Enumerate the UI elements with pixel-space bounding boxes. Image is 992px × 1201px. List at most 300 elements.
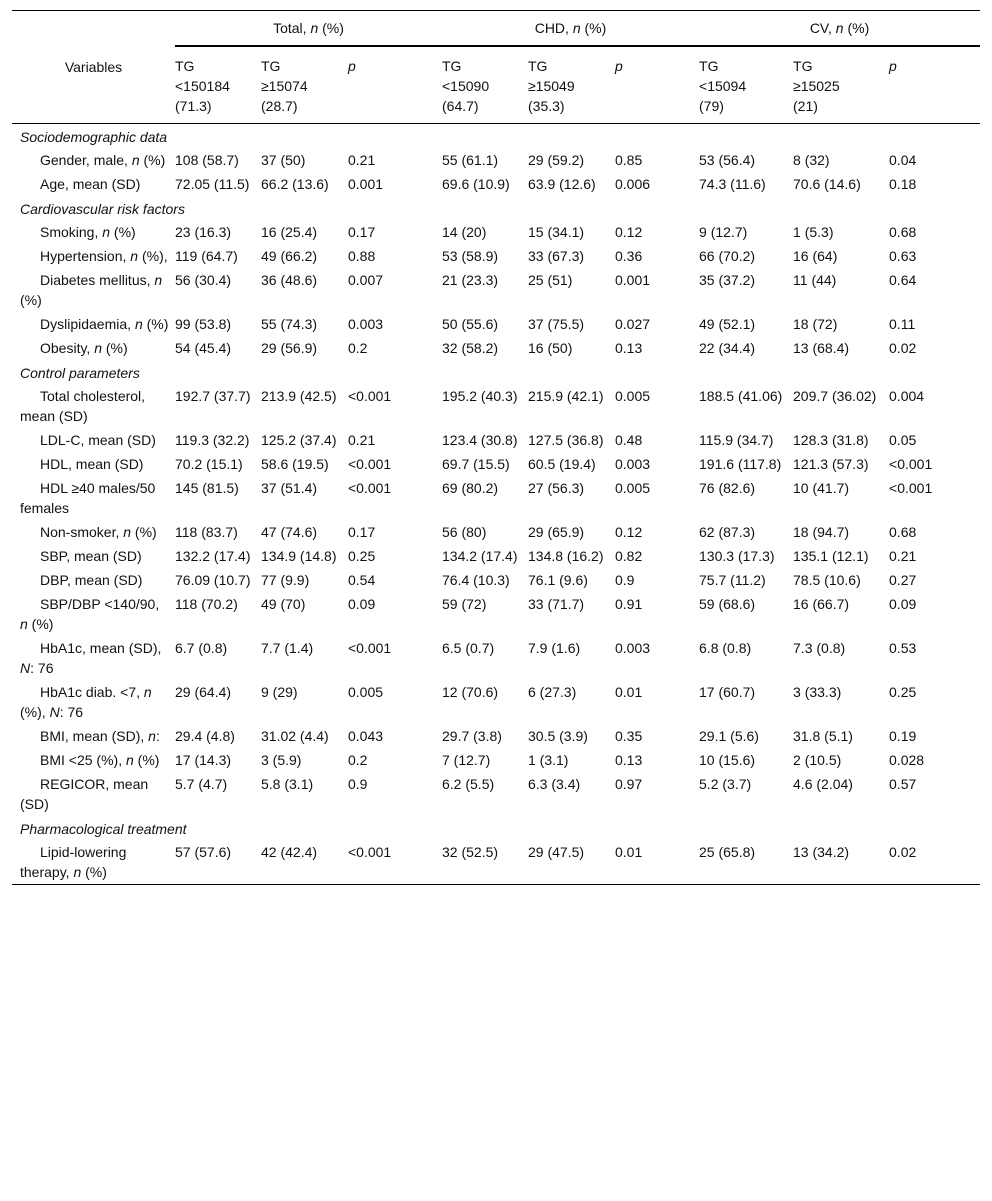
table-cell: 54 (45.4)	[175, 340, 232, 356]
table-cell: 209.7 (36.02)	[793, 388, 877, 404]
table-cell: 59 (72)	[442, 596, 487, 612]
table-cell: 0.003	[615, 640, 651, 656]
column-header-line: (21)	[793, 98, 818, 114]
table-row	[12, 476, 980, 520]
table-cell: 57 (57.6)	[175, 844, 232, 860]
table-cell: 15 (34.1)	[528, 224, 585, 240]
table-cell: 0.53	[889, 640, 917, 656]
table-cell: 60.5 (19.4)	[528, 456, 596, 472]
table-cell: 0.001	[348, 176, 384, 192]
table-cell: 76.1 (9.6)	[528, 572, 588, 588]
table-cell: 23 (16.3)	[175, 224, 232, 240]
table-row	[12, 748, 980, 772]
table-row	[12, 312, 980, 336]
row-label-text: Total cholesterol, mean (SD)	[20, 388, 146, 424]
table-cell: 21 (23.3)	[442, 272, 499, 288]
row-label	[12, 336, 175, 360]
table-cell: 76.09 (10.7)	[175, 572, 251, 588]
section-title: Cardiovascular risk factors	[20, 201, 185, 217]
table-cell: 12 (70.6)	[442, 684, 499, 700]
column-header-line: TG	[175, 58, 195, 74]
section-title: Pharmacological treatment	[20, 821, 187, 837]
tg-column-header	[261, 46, 348, 124]
table-cell: 16 (66.7)	[793, 596, 850, 612]
row-label-text: Gender, male, n (%)	[40, 152, 166, 168]
table-cell: 0.005	[615, 388, 651, 404]
row-label	[12, 680, 175, 724]
table-cell: 10 (41.7)	[793, 480, 850, 496]
table-row	[12, 428, 980, 452]
table-row	[12, 772, 980, 816]
table-cell: 134.2 (17.4)	[442, 548, 518, 564]
table-cell: 58.6 (19.5)	[261, 456, 329, 472]
table-cell: 0.02	[889, 340, 917, 356]
table-cell: 3 (5.9)	[261, 752, 302, 768]
table-cell: 5.7 (4.7)	[175, 776, 228, 792]
table-cell: 0.05	[889, 432, 917, 448]
table-cell: 33 (71.7)	[528, 596, 585, 612]
table-cell: 0.48	[615, 432, 643, 448]
table-cell: 66 (70.2)	[699, 248, 756, 264]
tg-column-header	[175, 46, 261, 124]
table-row	[12, 452, 980, 476]
table-cell: 7 (12.7)	[442, 752, 491, 768]
table-cell: 108 (58.7)	[175, 152, 239, 168]
table-cell: 0.68	[889, 224, 917, 240]
tg-column-header	[793, 46, 889, 124]
table-cell: <0.001	[348, 388, 392, 404]
table-cell: 191.6 (117.8)	[699, 456, 782, 472]
table-cell: 16 (50)	[528, 340, 573, 356]
row-label-text: Age, mean (SD)	[40, 176, 141, 192]
table-cell: 130.3 (17.3)	[699, 548, 775, 564]
table-cell: 0.21	[889, 548, 917, 564]
table-cell: 0.21	[348, 432, 376, 448]
table-cell: 14 (20)	[442, 224, 487, 240]
table-cell: 0.91	[615, 596, 643, 612]
table-cell: 70.6 (14.6)	[793, 176, 861, 192]
table-cell: 0.004	[889, 388, 925, 404]
row-label-text: Hypertension, n (%),	[40, 248, 168, 264]
column-header-line: TG	[699, 58, 719, 74]
table-cell: 13 (68.4)	[793, 340, 850, 356]
tg-column-header	[699, 46, 793, 124]
group-header-chd	[442, 11, 699, 46]
group-name: CV	[809, 20, 828, 36]
table-cell: <0.001	[348, 480, 392, 496]
table-cell: 16 (64)	[793, 248, 838, 264]
row-label-text: LDL-C, mean (SD)	[40, 432, 156, 448]
table-cell: 59 (68.6)	[699, 596, 756, 612]
table-cell: 125.2 (37.4)	[261, 432, 337, 448]
table-cell: 22 (34.4)	[699, 340, 756, 356]
table-cell: 49 (52.1)	[699, 316, 756, 332]
table-cell: 0.13	[615, 752, 643, 768]
row-label-text: HbA1c, mean (SD), N: 76	[20, 640, 162, 676]
table-cell: 0.04	[889, 152, 917, 168]
section-title: Control parameters	[20, 365, 140, 381]
table-cell: 9 (29)	[261, 684, 298, 700]
row-label-text: SBP, mean (SD)	[40, 548, 142, 564]
table-body	[12, 124, 980, 885]
row-label	[12, 840, 175, 884]
table-cell: 7.7 (1.4)	[261, 640, 314, 656]
column-header-line: <15094	[699, 78, 747, 94]
table-cell: 78.5 (10.6)	[793, 572, 861, 588]
table-row	[12, 520, 980, 544]
table-cell: 7.9 (1.6)	[528, 640, 581, 656]
table-row	[12, 840, 980, 884]
table-cell: 127.5 (36.8)	[528, 432, 604, 448]
row-label	[12, 268, 175, 312]
row-label	[12, 384, 175, 428]
row-label	[12, 724, 175, 748]
table-frame	[12, 10, 980, 885]
row-label	[12, 312, 175, 336]
table-cell: <0.001	[348, 844, 392, 860]
table-cell: 77 (9.9)	[261, 572, 310, 588]
table-cell: 213.9 (42.5)	[261, 388, 337, 404]
table-cell: 29.1 (5.6)	[699, 728, 759, 744]
table-cell: 0.02	[889, 844, 917, 860]
row-label	[12, 148, 175, 172]
table-cell: 18 (94.7)	[793, 524, 850, 540]
table-cell: 118 (83.7)	[175, 524, 238, 540]
table-cell: 76.4 (10.3)	[442, 572, 510, 588]
table-cell: 17 (60.7)	[699, 684, 756, 700]
table-cell: 118 (70.2)	[175, 596, 238, 612]
table-cell: 56 (80)	[442, 524, 487, 540]
table-cell: 3 (33.3)	[793, 684, 842, 700]
table-row	[12, 568, 980, 592]
table-cell: 0.57	[889, 776, 917, 792]
column-header-line: <150184	[175, 78, 230, 94]
table-cell: 115.9 (34.7)	[699, 432, 774, 448]
table-cell: 121.3 (57.3)	[793, 456, 869, 472]
table-cell: 29 (65.9)	[528, 524, 585, 540]
table-row	[12, 544, 980, 568]
table-cell: 0.13	[615, 340, 643, 356]
table-cell: 2 (10.5)	[793, 752, 842, 768]
row-label-text: Lipid-lowering therapy, n (%)	[20, 844, 127, 880]
table-cell: 192.7 (37.7)	[175, 388, 251, 404]
table-cell: 53 (58.9)	[442, 248, 499, 264]
table-cell: 0.09	[348, 596, 376, 612]
table-cell: 8 (32)	[793, 152, 830, 168]
table-cell: 0.005	[615, 480, 651, 496]
table-cell: 188.5 (41.06)	[699, 388, 783, 404]
table-cell: 29 (47.5)	[528, 844, 585, 860]
p-value-header	[889, 46, 980, 124]
table-cell: 66.2 (13.6)	[261, 176, 329, 192]
table-cell: 69 (80.2)	[442, 480, 499, 496]
table-cell: 32 (52.5)	[442, 844, 499, 860]
section-row	[12, 360, 980, 384]
table-cell: 37 (75.5)	[528, 316, 585, 332]
table-cell: 25 (65.8)	[699, 844, 756, 860]
table-row	[12, 220, 980, 244]
table-cell: 128.3 (31.8)	[793, 432, 869, 448]
row-label	[12, 544, 175, 568]
p-value-header	[615, 46, 699, 124]
column-header-line: TG	[261, 58, 281, 74]
table-cell: 75.7 (11.2)	[699, 572, 766, 588]
table-cell: 0.028	[889, 752, 925, 768]
table-cell: 0.21	[348, 152, 376, 168]
row-label	[12, 476, 175, 520]
column-header-line: p	[348, 58, 356, 74]
table-cell: 6.5 (0.7)	[442, 640, 495, 656]
group-name: CHD	[534, 20, 566, 36]
column-header-line: (64.7)	[442, 98, 479, 114]
table-cell: 5.8 (3.1)	[261, 776, 314, 792]
table-cell: 0.25	[889, 684, 917, 700]
table-cell: 49 (66.2)	[261, 248, 318, 264]
row-label	[12, 748, 175, 772]
table-cell: 25 (51)	[528, 272, 573, 288]
table-cell: 32 (58.2)	[442, 340, 499, 356]
table-cell: 195.2 (40.3)	[442, 388, 518, 404]
table-row	[12, 336, 980, 360]
table-cell: 0.027	[615, 316, 651, 332]
row-label	[12, 428, 175, 452]
table-cell: 29 (59.2)	[528, 152, 585, 168]
table-cell: 0.64	[889, 272, 917, 288]
group-suffix: , n (%)	[302, 20, 344, 36]
row-label-text: HDL, mean (SD)	[40, 456, 144, 472]
table-cell: 16 (25.4)	[261, 224, 318, 240]
table-cell: 29.7 (3.8)	[442, 728, 502, 744]
table-cell: 5.2 (3.7)	[699, 776, 752, 792]
table-cell: 0.11	[889, 316, 916, 332]
table-cell: 74.3 (11.6)	[699, 176, 766, 192]
row-label	[12, 244, 175, 268]
table-cell: 31.02 (4.4)	[261, 728, 329, 744]
table-cell: 0.9	[348, 776, 368, 792]
table-cell: 134.9 (14.8)	[261, 548, 337, 564]
table-cell: 36 (48.6)	[261, 272, 318, 288]
tg-column-header	[528, 46, 615, 124]
table-cell: 0.01	[615, 844, 643, 860]
table-cell: 31.8 (5.1)	[793, 728, 853, 744]
row-label	[12, 568, 175, 592]
table-cell: 37 (51.4)	[261, 480, 318, 496]
row-label	[12, 452, 175, 476]
table-cell: 0.36	[615, 248, 643, 264]
table-cell: 0.82	[615, 548, 643, 564]
table-cell: 119.3 (32.2)	[175, 432, 250, 448]
table-cell: 55 (74.3)	[261, 316, 318, 332]
table-cell: 132.2 (17.4)	[175, 548, 251, 564]
tg-column-header	[442, 46, 528, 124]
table-cell: 53 (56.4)	[699, 152, 756, 168]
table-row	[12, 636, 980, 680]
row-label-text: REGICOR, mean (SD)	[20, 776, 149, 812]
table-cell: 6.3 (3.4)	[528, 776, 581, 792]
table-cell: <0.001	[348, 456, 392, 472]
table-cell: 35 (37.2)	[699, 272, 756, 288]
row-label-text: Dyslipidaemia, n (%)	[40, 316, 169, 332]
column-header-line: TG	[442, 58, 462, 74]
table-cell: 0.17	[348, 224, 376, 240]
table-cell: 6.2 (5.5)	[442, 776, 495, 792]
row-label-text: Diabetes mellitus, n (%)	[20, 272, 163, 308]
table-row	[12, 592, 980, 636]
table-row	[12, 268, 980, 312]
table-cell: 9 (12.7)	[699, 224, 748, 240]
row-label-text: HDL ≥40 males/50 females	[20, 480, 156, 516]
table-cell: 1 (5.3)	[793, 224, 834, 240]
table-cell: 119 (64.7)	[175, 248, 238, 264]
table-cell: 72.05 (11.5)	[175, 176, 250, 192]
table-cell: 17 (14.3)	[175, 752, 232, 768]
row-label-text: BMI <25 (%), n (%)	[40, 752, 160, 768]
table-cell: 6 (27.3)	[528, 684, 577, 700]
table-cell: 0.12	[615, 224, 643, 240]
table-cell: 29 (56.9)	[261, 340, 318, 356]
row-label	[12, 636, 175, 680]
table-row	[12, 244, 980, 268]
table-cell: 0.17	[348, 524, 376, 540]
table-cell: 0.19	[889, 728, 917, 744]
table-cell: 56 (30.4)	[175, 272, 232, 288]
table-cell: 0.88	[348, 248, 376, 264]
table-cell: 0.001	[615, 272, 651, 288]
table-cell: 76 (82.6)	[699, 480, 756, 496]
column-header-line: (79)	[699, 98, 724, 114]
table-cell: 0.007	[348, 272, 384, 288]
column-header-line: (28.7)	[261, 98, 298, 114]
section-row	[12, 816, 980, 840]
table-cell: 30.5 (3.9)	[528, 728, 588, 744]
row-label-text: Obesity, n (%)	[40, 340, 128, 356]
column-header-line: ≥15049	[528, 78, 575, 94]
column-header-line: p	[615, 58, 623, 74]
results-table	[12, 11, 980, 884]
table-cell: 0.35	[615, 728, 643, 744]
table-cell: 33 (67.3)	[528, 248, 585, 264]
row-label	[12, 220, 175, 244]
table-cell: 145 (81.5)	[175, 480, 239, 496]
table-cell: 99 (53.8)	[175, 316, 232, 332]
row-label	[12, 172, 175, 196]
variables-header: Variables	[64, 59, 123, 75]
row-label	[12, 772, 175, 816]
table-row	[12, 680, 980, 724]
row-label-text: Non-smoker, n (%)	[40, 524, 157, 540]
row-label-text: HbA1c diab. <7, n (%), N: 76	[20, 684, 152, 720]
table-cell: 0.63	[889, 248, 917, 264]
table-cell: 215.9 (42.1)	[528, 388, 604, 404]
table-cell: 4.6 (2.04)	[793, 776, 853, 792]
table-cell: 69.6 (10.9)	[442, 176, 510, 192]
group-name: Total	[273, 20, 303, 36]
group-header-cv	[699, 11, 980, 46]
section-title: Sociodemographic data	[20, 129, 168, 145]
section-row	[12, 196, 980, 220]
table-cell: 0.09	[889, 596, 917, 612]
table-cell: 123.4 (30.8)	[442, 432, 518, 448]
table-cell: <0.001	[889, 456, 933, 472]
table-cell: 0.68	[889, 524, 917, 540]
table-cell: 7.3 (0.8)	[793, 640, 846, 656]
table-cell: 29 (64.4)	[175, 684, 232, 700]
table-cell: 0.18	[889, 176, 917, 192]
table-cell: 49 (70)	[261, 596, 306, 612]
table-cell: 55 (61.1)	[442, 152, 499, 168]
table-cell: 37 (50)	[261, 152, 306, 168]
table-row	[12, 148, 980, 172]
group-header-row	[12, 11, 980, 46]
column-header-line: <15090	[442, 78, 490, 94]
table-cell: <0.001	[348, 640, 392, 656]
table-cell: 70.2 (15.1)	[175, 456, 243, 472]
table-cell: 10 (15.6)	[699, 752, 756, 768]
table-cell: 69.7 (15.5)	[442, 456, 510, 472]
table-cell: 0.2	[348, 752, 368, 768]
table-header	[12, 11, 980, 124]
table-cell: 0.85	[615, 152, 643, 168]
section-row	[12, 124, 980, 149]
p-value-header	[348, 46, 442, 124]
table-cell: 0.003	[348, 316, 384, 332]
table-cell: 29.4 (4.8)	[175, 728, 235, 744]
row-label-text: DBP, mean (SD)	[40, 572, 143, 588]
table-cell: 134.8 (16.2)	[528, 548, 604, 564]
group-suffix: , n (%)	[565, 20, 607, 36]
table-cell: 50 (55.6)	[442, 316, 499, 332]
row-label-text: Smoking, n (%)	[40, 224, 136, 240]
table-cell: 0.005	[348, 684, 384, 700]
table-cell: 0.9	[615, 572, 635, 588]
table-row	[12, 384, 980, 428]
column-header-line: TG	[793, 58, 813, 74]
table-cell: 0.54	[348, 572, 376, 588]
table-cell: 6.8 (0.8)	[699, 640, 752, 656]
column-header-line: ≥15025	[793, 78, 840, 94]
column-header-line: TG	[528, 58, 548, 74]
table-cell: 13 (34.2)	[793, 844, 850, 860]
table-cell: 47 (74.6)	[261, 524, 318, 540]
table-cell: 27 (56.3)	[528, 480, 585, 496]
table-cell: 42 (42.4)	[261, 844, 318, 860]
table-cell: <0.001	[889, 480, 933, 496]
table-cell: 0.043	[348, 728, 384, 744]
table-cell: 0.25	[348, 548, 376, 564]
table-row	[12, 724, 980, 748]
table-cell: 135.1 (12.1)	[793, 548, 869, 564]
row-label-text: BMI, mean (SD), n:	[40, 728, 160, 744]
row-label	[12, 592, 175, 636]
column-header-line: (71.3)	[175, 98, 212, 114]
table-cell: 63.9 (12.6)	[528, 176, 596, 192]
table-cell: 0.12	[615, 524, 643, 540]
table-cell: 0.27	[889, 572, 917, 588]
table-cell: 0.97	[615, 776, 643, 792]
table-cell: 6.7 (0.8)	[175, 640, 228, 656]
column-header-line: p	[889, 58, 897, 74]
group-suffix: , n (%)	[827, 20, 870, 36]
table-cell: 0.006	[615, 176, 651, 192]
table-row	[12, 172, 980, 196]
table-cell: 18 (72)	[793, 316, 838, 332]
table-cell: 1 (3.1)	[528, 752, 569, 768]
row-label	[12, 520, 175, 544]
table-cell: 0.2	[348, 340, 368, 356]
row-label-text: SBP/DBP <140/90, n (%)	[20, 596, 160, 632]
column-header-line: (35.3)	[528, 98, 565, 114]
column-header-line: ≥15074	[261, 78, 308, 94]
